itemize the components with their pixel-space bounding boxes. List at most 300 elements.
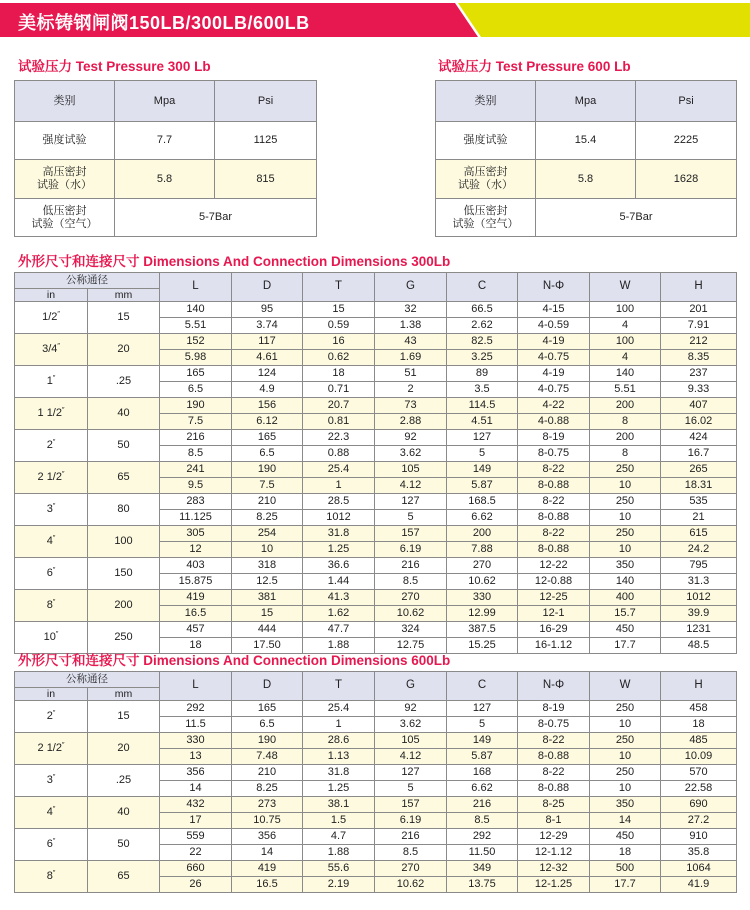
table-row [15, 733, 737, 749]
row-label-line: 高压密封 [463, 166, 508, 179]
size-in-value: 4 [46, 535, 53, 548]
cell-in-value: 10 [232, 542, 303, 558]
col-header-category: 类别 [15, 81, 115, 122]
size-in-value: 3 [46, 503, 53, 516]
cell-in-value: 41.9 [661, 877, 737, 893]
col-header-l: L [160, 273, 232, 302]
cell-in-value: 10 [590, 542, 661, 558]
row-label [15, 160, 115, 199]
cell-mm-value: 254 [232, 526, 303, 542]
size-in-value: 1 1/2 [37, 407, 62, 420]
cell-in-value: 4.9 [232, 382, 303, 398]
cell-in-value: 17 [160, 813, 232, 829]
cell-mm-value: 117 [232, 334, 303, 350]
cell-in-value: 31.3 [661, 574, 737, 590]
cell-size-in [15, 765, 88, 797]
cell-in-value: 14 [590, 813, 661, 829]
cell-mm-value: 200 [590, 430, 661, 446]
cell-mm-value: 250 [590, 526, 661, 542]
cell-mm-value: 400 [590, 590, 661, 606]
cell-in-value: 22 [160, 845, 232, 861]
cell-in-value: 5 [375, 781, 447, 797]
cell-in-value: 18 [661, 717, 737, 733]
inch-mark: ″ [57, 311, 60, 319]
cell-mm-value: 407 [661, 398, 737, 414]
table-row [15, 526, 737, 542]
cell-mm-value: 212 [661, 334, 737, 350]
cell-in-value: 4-0.59 [518, 318, 590, 334]
table-row [15, 765, 737, 781]
cell-mm-value: 8-22 [518, 494, 590, 510]
cell-mm-value: 250 [590, 462, 661, 478]
cell-in-value: 1.88 [303, 638, 375, 654]
cell-mm-value: 190 [232, 462, 303, 478]
cell-mm-value: 330 [160, 733, 232, 749]
cell-in-value: 14 [160, 781, 232, 797]
row-label: 强度试验 [436, 122, 536, 160]
cell-mpa: 5.8 [115, 160, 215, 199]
cell-mm-value: 4.7 [303, 829, 375, 845]
col-header-in: in [15, 289, 88, 302]
cell-mm-value: 350 [590, 797, 661, 813]
col-header-d: D [232, 672, 303, 701]
cell-in-value: 2 [375, 382, 447, 398]
cell-merged: 5-7Bar [536, 199, 737, 237]
inch-mark: ″ [61, 471, 65, 479]
cell-in-value: 35.8 [661, 845, 737, 861]
dimensions-300-title: 外形尺寸和连接尺寸 Dimensions And Connection Dimensions 300Lb [18, 254, 451, 269]
col-header-nominal: 公称通径 [15, 273, 160, 289]
cell-mm-value: 16 [303, 334, 375, 350]
cell-in-value: 8 [590, 446, 661, 462]
inch-mark: ″ [61, 742, 65, 750]
cell-in-value: 1.44 [303, 574, 375, 590]
cell-in-value: 5 [447, 717, 518, 733]
cell-mm-value: 356 [160, 765, 232, 781]
cell-mm-value: 690 [661, 797, 737, 813]
size-in-value: 8 [46, 599, 53, 612]
pressure-600-title: 试验压力 Test Pressure 600 Lb [438, 59, 631, 74]
cell-mpa: 15.4 [536, 122, 636, 160]
pressure-table-300 [14, 80, 317, 237]
table-row [15, 334, 737, 350]
cell-size-mm: 50 [88, 829, 160, 861]
size-in-value: 8 [46, 870, 53, 883]
cell-size-in [15, 430, 88, 462]
cell-mm-value: 419 [160, 590, 232, 606]
cell-size-mm: 80 [88, 494, 160, 526]
cell-in-value: 17.7 [590, 877, 661, 893]
table-row [15, 430, 737, 446]
cell-mm-value: 127 [375, 494, 447, 510]
cell-mm-value: 41.3 [303, 590, 375, 606]
cell-in-value: 12-1 [518, 606, 590, 622]
cell-in-value: 8.35 [661, 350, 737, 366]
cell-in-value: 8-0.75 [518, 717, 590, 733]
table-row [15, 366, 737, 382]
cell-size-mm: .25 [88, 765, 160, 797]
cell-in-value: 4.12 [375, 749, 447, 765]
cell-in-value: 10 [590, 510, 661, 526]
cell-in-value: 13.75 [447, 877, 518, 893]
inch-mark: ″ [52, 870, 56, 878]
cell-mm-value: 190 [232, 733, 303, 749]
cell-mm-value: 216 [447, 797, 518, 813]
cell-in-value: 10.75 [232, 813, 303, 829]
cell-in-value: 18.31 [661, 478, 737, 494]
cell-mm-value: 105 [375, 733, 447, 749]
table-row [15, 861, 737, 877]
col-header-t: T [303, 273, 375, 302]
cell-mm-value: 485 [661, 733, 737, 749]
cell-mm-value: 36.6 [303, 558, 375, 574]
col-header-c: C [447, 273, 518, 302]
cell-in-value: 15.875 [160, 574, 232, 590]
cell-mm-value: 795 [661, 558, 737, 574]
cell-psi: 2225 [636, 122, 737, 160]
cell-mm-value: 25.4 [303, 462, 375, 478]
inch-mark: ″ [52, 710, 56, 718]
cell-in-value: 10 [590, 781, 661, 797]
cell-in-value: 1.69 [375, 350, 447, 366]
row-label-line: 试验（空气） [452, 217, 519, 230]
cell-mm-value: 381 [232, 590, 303, 606]
cell-mm-value: 324 [375, 622, 447, 638]
cell-in-value: 5.98 [160, 350, 232, 366]
cell-size-in [15, 366, 88, 398]
col-header-w: W [590, 672, 661, 701]
cell-mm-value: 216 [375, 558, 447, 574]
cell-in-value: 26 [160, 877, 232, 893]
cell-size-mm: 15 [88, 701, 160, 733]
cell-size-mm: .25 [88, 366, 160, 398]
size-in-value: 6 [46, 567, 53, 580]
cell-in-value: 10 [590, 749, 661, 765]
cell-in-value: 1.13 [303, 749, 375, 765]
size-in-value: 2 1/2 [37, 471, 62, 484]
cell-in-value: 3.5 [447, 382, 518, 398]
row-label [436, 160, 536, 199]
cell-mm-value: 114.5 [447, 398, 518, 414]
cell-in-value: 17.7 [590, 638, 661, 654]
cell-mm-value: 419 [232, 861, 303, 877]
table-row [15, 829, 737, 845]
cell-in-value: 4.51 [447, 414, 518, 430]
cell-merged: 5-7Bar [115, 199, 317, 237]
cell-in-value: 6.19 [375, 542, 447, 558]
cell-mm-value: 330 [447, 590, 518, 606]
cell-mm-value: 201 [661, 302, 737, 318]
inch-mark: ″ [52, 567, 56, 575]
table-row [15, 797, 737, 813]
cell-mm-value: 38.1 [303, 797, 375, 813]
cell-in-value: 1.25 [303, 542, 375, 558]
cell-mm-value: 350 [590, 558, 661, 574]
cell-in-value: 8-0.88 [518, 542, 590, 558]
cell-in-value: 22.58 [661, 781, 737, 797]
cell-in-value: 39.9 [661, 606, 737, 622]
cell-in-value: 12 [160, 542, 232, 558]
cell-mm-value: 157 [375, 797, 447, 813]
cell-mm-value: 100 [590, 302, 661, 318]
col-header-psi: Psi [215, 81, 317, 122]
cell-in-value: 0.71 [303, 382, 375, 398]
cell-in-value: 9.5 [160, 478, 232, 494]
cell-size-mm: 65 [88, 462, 160, 494]
cell-size-mm: 150 [88, 558, 160, 590]
cell-in-value: 14 [232, 845, 303, 861]
cell-in-value: 1.5 [303, 813, 375, 829]
col-header-t: T [303, 672, 375, 701]
table-row [15, 462, 737, 478]
cell-mm-value: 168.5 [447, 494, 518, 510]
cell-in-value: 8 [590, 414, 661, 430]
cell-mm-value: 82.5 [447, 334, 518, 350]
cell-in-value: 15.7 [590, 606, 661, 622]
cell-mm-value: 535 [661, 494, 737, 510]
inch-mark: ″ [57, 343, 60, 351]
col-header-mpa: Mpa [115, 81, 215, 122]
cell-in-value: 11.50 [447, 845, 518, 861]
cell-size-mm: 40 [88, 398, 160, 430]
cell-in-value: 10.62 [447, 574, 518, 590]
cell-mm-value: 216 [375, 829, 447, 845]
cell-mm-value: 8-22 [518, 526, 590, 542]
cell-mm-value: 149 [447, 733, 518, 749]
page-title: 美标铸钢闸阀150LB/300LB/600LB [18, 13, 310, 33]
cell-in-value: 12-1.25 [518, 877, 590, 893]
inch-mark: ″ [52, 599, 56, 607]
col-header-n-phi: N-Φ [518, 273, 590, 302]
cell-size-in [15, 494, 88, 526]
cell-in-value: 4.61 [232, 350, 303, 366]
col-header-mm: mm [88, 289, 160, 302]
cell-in-value: 3.74 [232, 318, 303, 334]
cell-in-value: 7.5 [232, 478, 303, 494]
row-label: 强度试验 [15, 122, 115, 160]
cell-in-value: 1.25 [303, 781, 375, 797]
cell-mm-value: 165 [160, 366, 232, 382]
banner-yellow-band [458, 3, 750, 37]
cell-mm-value: 12-29 [518, 829, 590, 845]
cell-size-in [15, 829, 88, 861]
cell-mm-value: 458 [661, 701, 737, 717]
cell-in-value: 1012 [303, 510, 375, 526]
cell-mm-value: 283 [160, 494, 232, 510]
cell-in-value: 140 [590, 574, 661, 590]
cell-in-value: 8.5 [375, 574, 447, 590]
table-row [15, 558, 737, 574]
size-in-value: 1/2 [42, 311, 58, 324]
cell-mm-value: 500 [590, 861, 661, 877]
row-label-line: 试验（水） [37, 179, 92, 191]
col-header-mpa: Mpa [536, 81, 636, 122]
cell-mm-value: 168 [447, 765, 518, 781]
dimensions-table-300 [14, 272, 737, 654]
cell-mm-value: 292 [447, 829, 518, 845]
cell-in-value: 6.19 [375, 813, 447, 829]
cell-mm-value: 444 [232, 622, 303, 638]
cell-mm-value: 55.6 [303, 861, 375, 877]
cell-mm-value: 4-19 [518, 334, 590, 350]
cell-mm-value: 356 [232, 829, 303, 845]
cell-mm-value: 15 [303, 302, 375, 318]
cell-mm-value: 570 [661, 765, 737, 781]
cell-mm-value: 210 [232, 494, 303, 510]
cell-mm-value: 140 [590, 366, 661, 382]
cell-mm-value: 8-19 [518, 430, 590, 446]
cell-in-value: 2.19 [303, 877, 375, 893]
cell-in-value: 8.25 [232, 781, 303, 797]
cell-mm-value: 165 [232, 430, 303, 446]
inch-mark: ″ [52, 439, 56, 447]
cell-in-value: 18 [590, 845, 661, 861]
cell-mm-value: 237 [661, 366, 737, 382]
cell-in-value: 1.62 [303, 606, 375, 622]
cell-mm-value: 51 [375, 366, 447, 382]
col-header-psi: Psi [636, 81, 737, 122]
cell-mm-value: 8-22 [518, 765, 590, 781]
cell-mm-value: 432 [160, 797, 232, 813]
cell-mm-value: 152 [160, 334, 232, 350]
cell-in-value: 27.2 [661, 813, 737, 829]
cell-in-value: 16.7 [661, 446, 737, 462]
size-in-value: 6 [46, 838, 53, 851]
cell-in-value: 4-0.75 [518, 382, 590, 398]
cell-in-value: 12-0.88 [518, 574, 590, 590]
cell-size-mm: 65 [88, 861, 160, 893]
table-row [15, 302, 737, 318]
cell-size-in [15, 797, 88, 829]
cell-mm-value: 4-19 [518, 366, 590, 382]
cell-mm-value: 12-25 [518, 590, 590, 606]
cell-in-value: 2.62 [447, 318, 518, 334]
pressure-300-title: 试验压力 Test Pressure 300 Lb [18, 59, 211, 74]
cell-mpa: 7.7 [115, 122, 215, 160]
cell-in-value: 18 [160, 638, 232, 654]
cell-in-value: 0.62 [303, 350, 375, 366]
cell-in-value: 7.5 [160, 414, 232, 430]
cell-mm-value: 270 [375, 590, 447, 606]
table-row [15, 398, 737, 414]
cell-mm-value: 16-29 [518, 622, 590, 638]
cell-in-value: 4.12 [375, 478, 447, 494]
cell-in-value: 6.5 [232, 717, 303, 733]
cell-mm-value: 156 [232, 398, 303, 414]
cell-in-value: 24.2 [661, 542, 737, 558]
cell-in-value: 6.5 [160, 382, 232, 398]
cell-size-in [15, 701, 88, 733]
row-label-line: 高压密封 [42, 166, 87, 179]
cell-in-value: 5 [447, 446, 518, 462]
cell-mm-value: 149 [447, 462, 518, 478]
size-in-value: 2 1/2 [37, 742, 62, 755]
cell-in-value: 5.87 [447, 749, 518, 765]
inch-mark: ″ [61, 407, 65, 415]
cell-in-value: 8-0.88 [518, 749, 590, 765]
cell-mm-value: 47.7 [303, 622, 375, 638]
col-header-g: G [375, 672, 447, 701]
col-header-mm: mm [88, 688, 160, 701]
cell-in-value: 9.33 [661, 382, 737, 398]
cell-in-value: 10.09 [661, 749, 737, 765]
cell-mm-value: 28.6 [303, 733, 375, 749]
size-in-value: 3 [46, 774, 53, 787]
cell-size-mm: 200 [88, 590, 160, 622]
cell-size-mm: 20 [88, 334, 160, 366]
col-header-category: 类别 [436, 81, 536, 122]
col-header-nominal: 公称通径 [15, 672, 160, 688]
col-header-g: G [375, 273, 447, 302]
cell-mm-value: 387.5 [447, 622, 518, 638]
row-label-line: 低压密封 [42, 204, 87, 217]
cell-mm-value: 18 [303, 366, 375, 382]
cell-in-value: 2.88 [375, 414, 447, 430]
table-row [15, 494, 737, 510]
cell-in-value: 17.50 [232, 638, 303, 654]
cell-in-value: 12.5 [232, 574, 303, 590]
cell-mm-value: 450 [590, 829, 661, 845]
cell-in-value: 0.88 [303, 446, 375, 462]
cell-in-value: 8-0.75 [518, 446, 590, 462]
cell-mm-value: 89 [447, 366, 518, 382]
cell-in-value: 21 [661, 510, 737, 526]
cell-mm-value: 910 [661, 829, 737, 845]
dimensions-table-600 [14, 671, 737, 893]
cell-mm-value: 157 [375, 526, 447, 542]
cell-mm-value: 127 [447, 701, 518, 717]
table-row [15, 622, 737, 638]
cell-size-in [15, 558, 88, 590]
cell-in-value: 3.25 [447, 350, 518, 366]
dimensions-600-title: 外形尺寸和连接尺寸 Dimensions And Connection Dimensions 600Lb [18, 653, 451, 668]
size-in-value: 3/4 [42, 343, 58, 356]
size-in-value: 10 [43, 631, 56, 644]
col-header-l: L [160, 672, 232, 701]
cell-mm-value: 216 [160, 430, 232, 446]
cell-mm-value: 25.4 [303, 701, 375, 717]
col-header-n-phi: N-Φ [518, 672, 590, 701]
cell-mm-value: 73 [375, 398, 447, 414]
cell-mm-value: 100 [590, 334, 661, 350]
table-row [15, 590, 737, 606]
cell-in-value: 4 [590, 318, 661, 334]
cell-mm-value: 105 [375, 462, 447, 478]
cell-mm-value: 8-22 [518, 462, 590, 478]
cell-in-value: 48.5 [661, 638, 737, 654]
cell-mm-value: 43 [375, 334, 447, 350]
cell-psi: 1628 [636, 160, 737, 199]
col-header-w: W [590, 273, 661, 302]
size-in-value: 2 [46, 439, 53, 452]
cell-in-value: 4-0.75 [518, 350, 590, 366]
inch-mark: ″ [52, 503, 56, 511]
cell-mm-value: 92 [375, 701, 447, 717]
cell-mm-value: 450 [590, 622, 661, 638]
cell-in-value: 3.62 [375, 446, 447, 462]
col-header-c: C [447, 672, 518, 701]
cell-mm-value: 318 [232, 558, 303, 574]
col-header-h: H [661, 273, 737, 302]
cell-size-in [15, 861, 88, 893]
cell-in-value: 16-1.12 [518, 638, 590, 654]
cell-in-value: 5.87 [447, 478, 518, 494]
cell-in-value: 8.5 [375, 845, 447, 861]
cell-in-value: 0.59 [303, 318, 375, 334]
col-header-d: D [232, 273, 303, 302]
cell-mm-value: 250 [590, 765, 661, 781]
cell-mm-value: 140 [160, 302, 232, 318]
